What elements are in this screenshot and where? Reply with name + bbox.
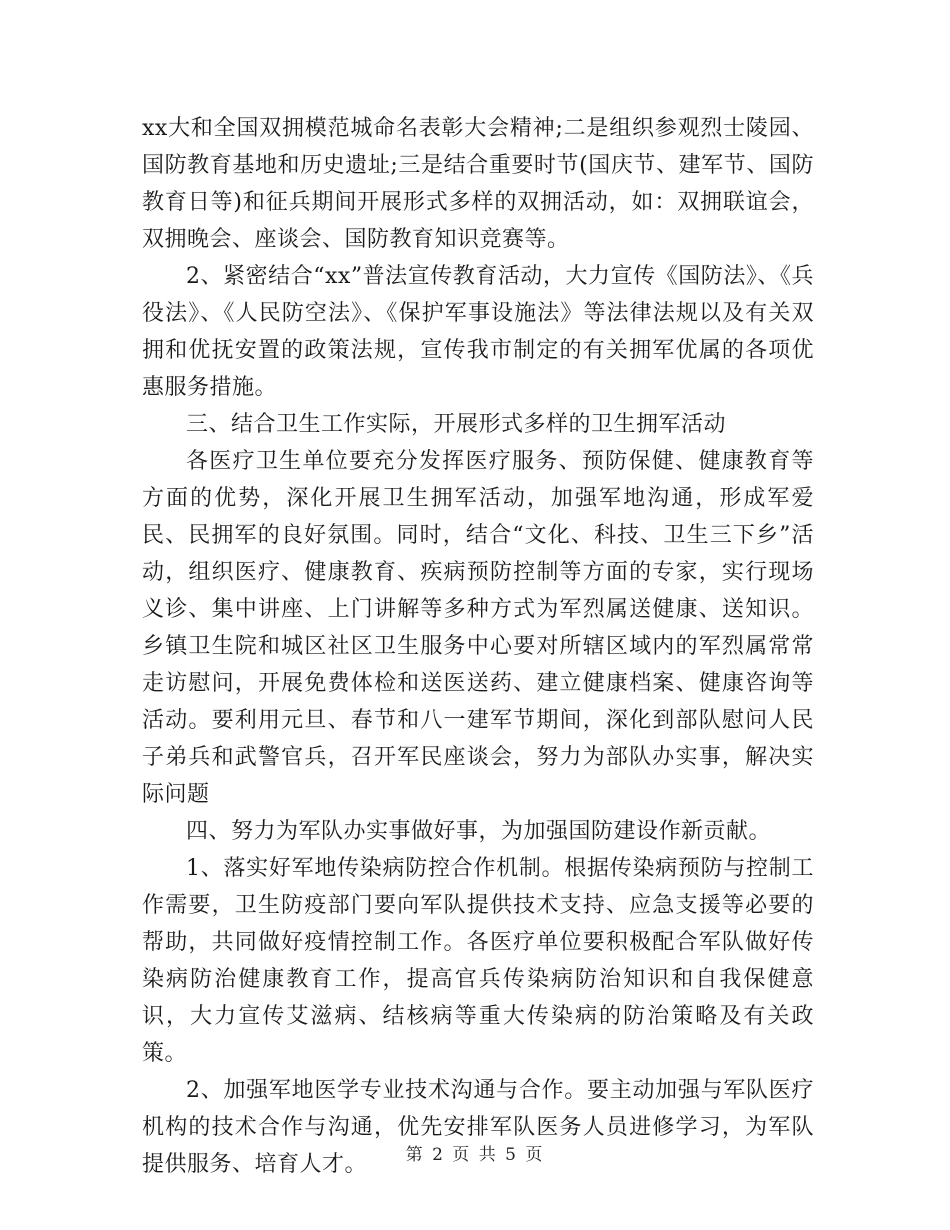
paragraph-medical-cooperation: 2、加强军地医学专业技术沟通与合作。要主动加强与军队医疗机构的技术合作与沟通，优先安排军队医务人员进修学习，为军队提供服务、培育人才。 — [142, 1078, 814, 1177]
paragraph-law-publicity: 2、紧密结合“xx”普法宣传教育活动，大力宣传《国防法》、《兵役法》、《人民防空法》、《保护军事设施法》等法律法规以及有关双拥和优抚安置的政策法规，宣传我市制定的有关拥军优属的各项优惠服务措施。 — [142, 264, 814, 400]
paragraph-continuation: xx大和全国双拥模范城命名表彰大会精神;二是组织参观烈士陵园、国防教育基地和历史遗址;三是结合重要时节(国庆节、建军节、国防教育日等)和征兵期间开展形式多样的双拥活动，如：双拥联谊会，双拥晚会、座谈会、国防教育知识竞赛等。 — [142, 116, 814, 252]
paragraph-disease-control: 1、落实好军地传染病防控合作机制。根据传染病预防与控制工作需要，卫生防疫部门要向军队提供技术支持、应急支援等必要的帮助，共同做好疫情控制工作。各医疗单位要积极配合军队做好传染病防治健康教育工作，提高官兵传染病防治知识和自我保健意识，大力宣传艾滋病、结核病等重大传染病的防治策略及有关政策。 — [142, 856, 814, 1066]
page-number-footer: 第 2 页 共 5 页 — [405, 1145, 545, 1165]
section-heading-three: 三、结合卫生工作实际，开展形式多样的卫生拥军活动 — [186, 412, 727, 437]
paragraph-medical-support: 各医疗卫生单位要充分发挥医疗服务、预防保健、健康教育等方面的优势，深化开展卫生拥军活动，加强军地沟通，形成军爱民、民拥军的良好氛围。同时，结合“文化、科技、卫生三下乡”活动，组织医疗、健康教育、疾病预防控制等方面的专家，实行现场义诊、集中讲座、上门讲解等多种方式为军烈属送健康、送知识。乡镇卫生院和城区社区卫生服务中心要对所辖区域内的军烈属常常走访慰问，开展免费体检和送医送药、建立健康档案、健康咨询等活动。要利用元旦、春节和八一建军节期间，深化到部队慰问人民子弟兵和武警官兵，召开军民座谈会，努力为部队办实事，解决实际问题 — [142, 449, 814, 807]
section-heading-four: 四、努力为军队办实事做好事，为加强国防建设作新贡献。 — [186, 819, 772, 844]
document-body — [142, 110, 814, 1183]
